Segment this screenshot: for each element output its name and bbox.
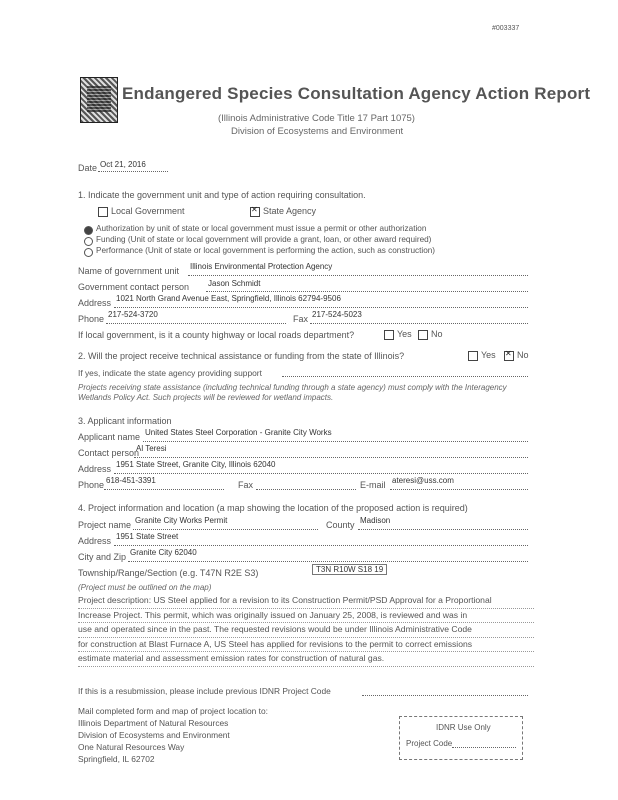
project-address-label: Address — [78, 536, 112, 546]
applicant-address-label: Address — [78, 464, 112, 474]
local-roads-question: If local government, is it a county highway or local roads department? — [78, 330, 355, 340]
page-subtitle-division: Division of Ecosystems and Environment — [231, 126, 404, 137]
agency-address-field[interactable]: 1021 North Grand Avenue East, Springfield, Illinois 62794-9506 — [116, 294, 341, 303]
document-id: #003337 — [492, 25, 520, 32]
govt-unit-state[interactable]: ✕ State Agency — [250, 206, 316, 217]
agency-phone-label: Phone — [78, 314, 105, 324]
mail-line-3: Division of Ecosystems and Environment — [78, 730, 230, 740]
govt-unit-local[interactable]: Local Government — [98, 206, 185, 217]
project-address-field[interactable]: 1951 State Street — [116, 532, 179, 541]
project-trs-label: Township/Range/Section (e.g. T47N R2E S3) — [78, 568, 259, 578]
local-government-checkbox[interactable] — [98, 207, 108, 217]
project-county-label: County — [326, 520, 355, 530]
date-field[interactable]: Oct 21, 2016 — [100, 160, 146, 169]
agency-name-field[interactable]: Illinois Environmental Protection Agency — [190, 262, 333, 271]
q2-yes-checkbox[interactable] — [468, 351, 478, 361]
mail-line-1: Mail completed form and map of project location to: — [78, 706, 268, 716]
action-authorization-radio[interactable] — [84, 226, 93, 235]
agency-name-label: Name of government unit — [78, 266, 180, 276]
local-no[interactable]: No — [418, 329, 443, 340]
page-subtitle-code: (Illinois Administrative Code Title 17 Part 1075) — [218, 113, 415, 124]
applicant-name-field[interactable]: United States Steel Corporation - Granite City Works — [145, 428, 332, 437]
agency-fax-field[interactable]: 217-524-5023 — [312, 310, 362, 319]
applicant-address-field[interactable]: 1951 State Street, Granite City, Illinois 62040 — [116, 460, 276, 469]
q2-followup: If yes, indicate the state agency providing support — [78, 368, 262, 378]
section-1-heading: 1. Indicate the government unit and type of action requiring consultation. — [78, 190, 366, 200]
local-no-checkbox[interactable] — [418, 330, 428, 340]
section-2-heading: 2. Will the project receive technical assistance or funding from the state of Illinois? — [78, 351, 405, 361]
q2-yes[interactable]: Yes — [468, 350, 496, 361]
project-city-label: City and Zip — [78, 552, 127, 562]
mail-line-4: One Natural Resources Way — [78, 742, 185, 752]
agency-phone-field[interactable]: 217-524-3720 — [108, 310, 158, 319]
agency-contact-field[interactable]: Jason Schmidt — [208, 279, 261, 288]
applicant-email-label: E-mail — [360, 480, 386, 490]
applicant-name-label: Applicant name — [78, 432, 141, 442]
mail-line-5: Springfield, IL 62702 — [78, 754, 155, 764]
idnr-project-code-label: Project Code — [406, 739, 453, 748]
state-agency-checkbox[interactable] — [250, 207, 260, 217]
action-funding-label: Funding (Unit of state or local government will provide a grant, loan, or other award required) — [96, 235, 432, 244]
applicant-contact-field[interactable]: Al Teresi — [136, 444, 167, 453]
project-county-field[interactable]: Madison — [360, 516, 391, 525]
action-authorization-label: Authorization by unit of state or local government must issue a permit or other authorization — [96, 224, 427, 233]
applicant-email-field[interactable]: ateresi@uss.com — [392, 476, 454, 485]
agency-contact-label: Government contact person — [78, 282, 190, 292]
q2-no[interactable]: ✕ No — [504, 350, 529, 361]
state-seal-icon — [80, 77, 118, 123]
resubmission-label: If this is a resubmission, please include previous IDNR Project Code — [78, 686, 331, 696]
idnr-use-only-box — [399, 716, 523, 760]
project-name-field[interactable]: Granite City Works Permit — [135, 516, 228, 525]
project-description[interactable]: Project description: US Steel applied for a revision to its Construction Permit/PSD Approval for a Proportional Increase Project. This permit, which was originally issued on January 25, 2008, is reviewed and was in use and operated since in the past. The requested revisions would be under Illinois Administrative Code for construction at Blast Furnace A, US Steel has applied for revisions to the permit to correct emissions estimate material and assessment emission rates for construction of natural gas. — [78, 594, 534, 667]
project-trs-field[interactable]: T3N R10W S18 19 — [312, 564, 387, 575]
date-label: Date — [78, 163, 98, 173]
project-city-field[interactable]: Granite City 62040 — [130, 548, 197, 557]
q2-no-checkbox[interactable] — [504, 351, 514, 361]
applicant-fax-label: Fax — [238, 480, 254, 490]
local-yes[interactable]: Yes — [384, 329, 412, 340]
section-3-heading: 3. Applicant information — [78, 416, 172, 426]
action-performance-label: Performance (Unit of state or local government is performing the action, such as construction) — [96, 246, 436, 255]
applicant-contact-label: Contact person — [78, 448, 140, 458]
action-funding-radio[interactable] — [84, 237, 93, 246]
applicant-phone-field[interactable]: 618-451-3391 — [106, 476, 156, 485]
section-4-heading: 4. Project information and location (a map showing the location of the proposed action is required) — [78, 503, 468, 513]
applicant-phone-label: Phone — [78, 480, 105, 490]
idnr-use-only-title: IDNR Use Only — [436, 723, 491, 732]
agency-address-label: Address — [78, 298, 112, 308]
project-map-note: (Project must be outlined on the map) — [78, 583, 212, 592]
page-title: Endangered Species Consultation Agency Action Report — [122, 84, 591, 103]
project-name-label: Project name — [78, 520, 132, 530]
action-performance-radio[interactable] — [84, 248, 93, 257]
q2-note-line-1: Projects receiving state assistance (including technical funding through a state agency) must comply with the Interagency — [78, 383, 507, 392]
agency-fax-label: Fax — [293, 314, 309, 324]
mail-line-2: Illinois Department of Natural Resources — [78, 718, 229, 728]
local-yes-checkbox[interactable] — [384, 330, 394, 340]
q2-note-line-2: Wetlands Policy Act. Such projects will be reviewed for wetland impacts. — [78, 393, 334, 402]
